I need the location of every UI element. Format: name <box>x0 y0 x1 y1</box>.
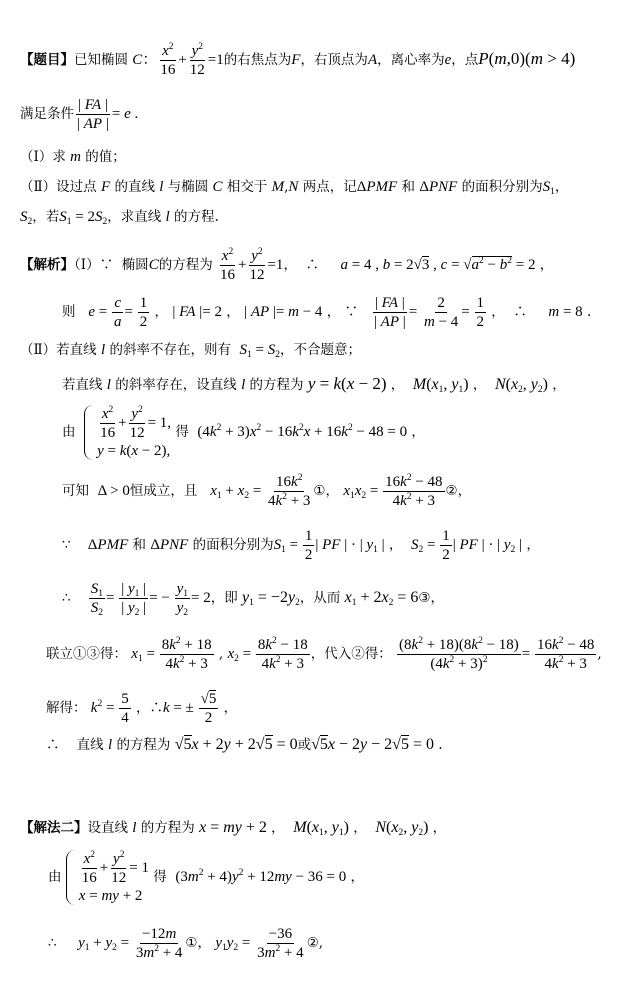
question-2: （Ⅱ）设过点 F 的直线 l 与椭圆 C 相交于 M,N 两点，记ΔPMF 和 ΔPNF 的面积分别为$S_1$， <box>20 179 569 197</box>
problem-text: 已知椭圆 <box>74 51 128 68</box>
solution-line-3: （Ⅱ）若直线 l 的斜率不存在，则有 $S_1 = S_2$，不合题意； <box>20 342 362 360</box>
solution-line-solve: 解得： $k^2$ = $\frac{5}{4}$ ，∴k = ± $\frac{√5}{2}$ ， <box>46 691 238 726</box>
method2-tag: 【解法二】 <box>20 820 88 836</box>
problem-tag: 【题目】 <box>20 51 74 68</box>
solution-line-vieta: 可知 Δ > 0恒成立，且 $x_1 + x_2$ = $\frac{16k^2}{4k^2 + 3}$ ①， $x_1x_2$ = $\frac{16k^2 - 48}{4k^2 + 3}$ ②， <box>62 473 472 509</box>
solution-tag: 【解析】 <box>20 256 74 273</box>
solution-final: ∴ 直线 l 的方程为 √5x + 2y + 2√5 = 0或√5x − 2y − 2√5 = 0 . <box>46 736 443 753</box>
method2-line-1: 【解法二】设直线 l 的方程为 x = my + 2 ， $M(x_1$, $y_1$) ， $N(x_2$, $y_2$) ， <box>20 819 447 838</box>
method2-system: 由 $\frac{x^2}{16}$ + $\frac{y^2}{12}$ = 1 x = my + 2 得 $(3m^2 + 4)y^2 + 12my - 36 = 0$ ， <box>48 850 365 904</box>
solution-line-4: 若直线 l 的斜率存在，设直线 l 的方程为 y = k(x − 2) ， $M(x_1$, $y_1$) ， $N(x_2$, $y_2$) ， <box>62 374 566 395</box>
problem-line-1: 【题目】已知椭圆 C： $\frac{x^2}{16}$ + $\frac{y^2}{12}$ =1的右焦点为F，右顶点为A，离心率为e，点P(m,0)(m > 4) <box>20 42 576 78</box>
solution-line-2: 则 e = $\frac{c}{a}$ = $\frac{1}{2}$ ， | FA |= 2 ， | AP |= m − 4 ， ∵ $\frac{| FA |}{| AP |}$ = $\frac{2}{m - 4}$ = $\frac{1}{2}$ ， ∴ m = 8 . <box>62 295 592 330</box>
question-2-line-2: $S_2$，若$S_1 = 2S_2$，求直线 l 的方程. <box>20 209 219 227</box>
solution-system-1: 由 $\frac{x^2}{16}$ + $\frac{y^2}{12}$ = 1, y = k(x − 2), 得 $(4k^2 + 3)x^2 - 16k^2x + 16k^2 - 48 = 0$ ， <box>62 405 425 459</box>
solution-line-1: 【解析】（Ⅰ）∵ 椭圆C的方程为 $\frac{x^2}{16}$ + $\frac{y^2}{12}$ =1， ∴ a = 4 , b = 2√3 , $c = √a^2 - b^2 = 2$ ， <box>20 247 554 283</box>
solution-line-combine: 联立①③得： $x_1$ = $\frac{8k^2 + 18}{4k^2 + 3}$ , $x_2$ = $\frac{8k^2 - 18}{4k^2 + 3}$ ，代入②得： $\frac{(8k^2 + 18)(8k^2 - 18)}{(4k^2 + 3)^2}$ = $\frac{16k^2 - 48}{4k^2 + 3}$ , <box>46 636 602 672</box>
question-1: （Ⅰ）求 m 的值； <box>20 149 126 165</box>
problem-line-2: 满足条件 $\frac{| FA |}{| AP |}$ = e . <box>20 97 139 132</box>
solution-line-ratio: ∴ $\frac{S_1}{S_2}$ = $\frac{| y_1 |}{| y_2 |}$ = − $\frac{y_1}{y_2}$ = 2，即 $y_1 = -2y_2$，从而 $x_1 + 2x_2$ = 6③， <box>62 581 444 618</box>
solution-line-areas: ∵ ΔPMF 和 ΔPNF 的面积分别为$S_1$ = $\frac{1}{2}$ | PF | · | $y_1$ | ， $S_2$ = $\frac{1}{2}$ | PF | · | $y_2$ | ， <box>62 528 540 563</box>
method2-vieta: ∴ $y_1 + y_2$ = $\frac{-12m}{3m^2 + 4}$ ①， $y_1y_2$ = $\frac{-36}{3m^2 + 4}$ ②, <box>48 926 324 961</box>
